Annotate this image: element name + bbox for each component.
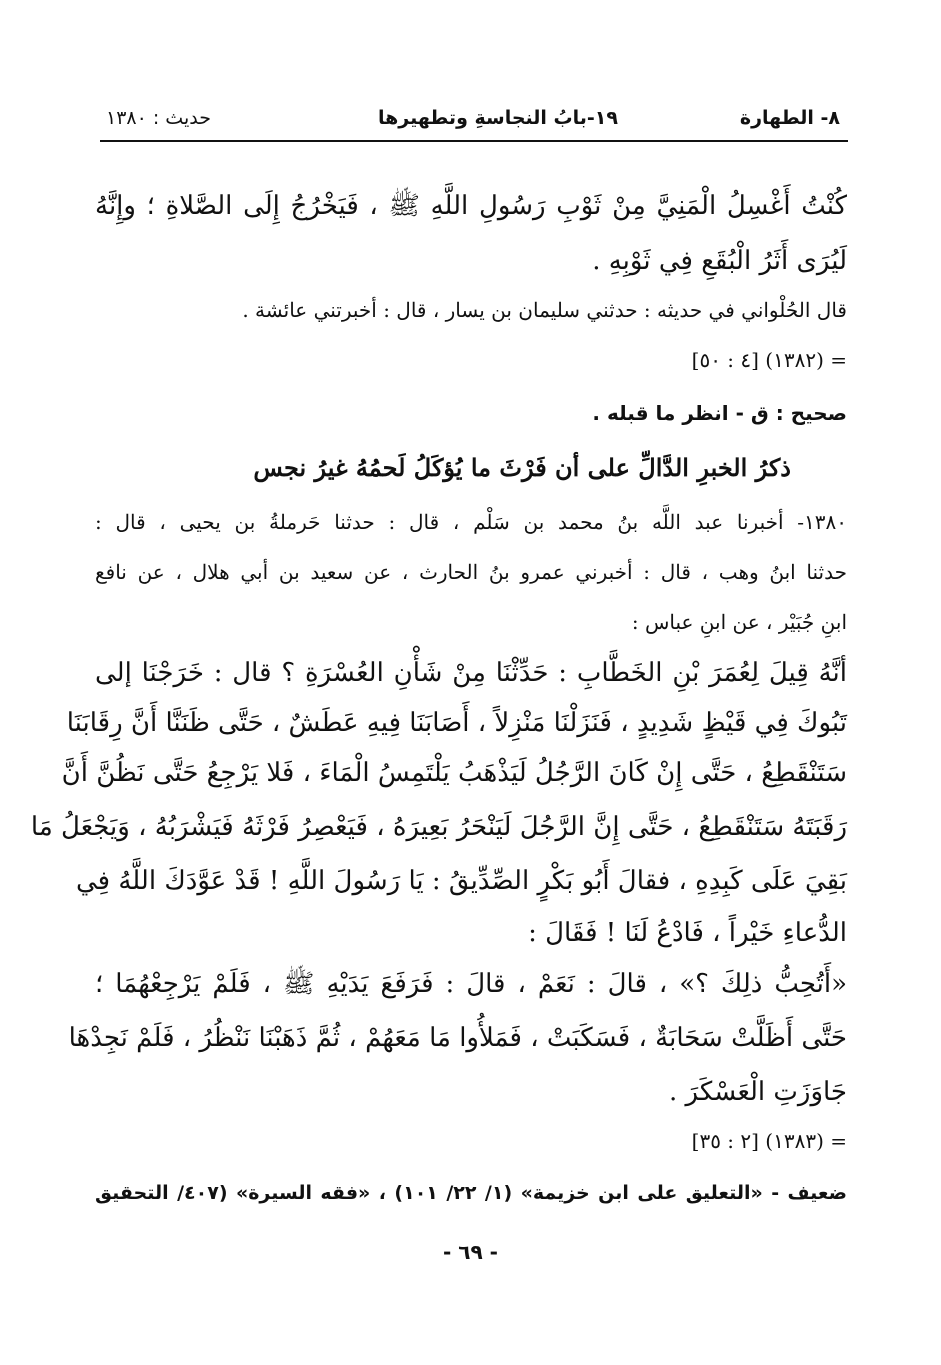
cross-reference: = (١٣٨٣) [٢ : ٣٥] <box>691 1129 847 1153</box>
hadith-text-line: جَاوَزَتِ الْعَسْكَرَ . <box>669 1077 847 1107</box>
isnad-line: حدثنا ابنُ وهب ، قال : أخبرني عمرو بنُ الحارث ، عن سعيد بن أبي هلال ، عن نافع <box>95 560 847 584</box>
hadith-text-line: «أَتُحِبُّ ذلِكَ ؟» ، قالَ : نَعَمْ ، قالَ : فَرَفَعَ يَدَيْهِ ﷺ ، فَلَمْ يَرْجِعْهُمَا ؛ <box>95 969 847 999</box>
grading-line: ضعيف - «التعليق على ابن خزيمة» (١/ ٢٢/ ١٠١) ، «فقه السيرة» (٤٠٧/ التحقيق <box>95 1182 847 1204</box>
hadith-text-line: تَبُوكَ فِي قَيْظٍ شَدِيدٍ ، فَنَزَلْنَا مَنْزِلاً ، أَصَابَنَا فِيهِ عَطَشٌ ، حَتَّى ظَنَنَّا أَنَّ رِقَابَنَا <box>66 708 847 738</box>
chapter-title: ٨- الطهارة <box>739 107 840 129</box>
hadith-reference: حديث : ١٣٨٠ <box>106 107 211 129</box>
hadith-text-line: الدُّعاءِ خَيْراً ، فَادْعُ لَنَا ! فَقَالَ : <box>528 918 847 948</box>
text-line: لَيُرَى أَثَرُ الْبُقَعِ فِي ثَوْبِهِ . <box>592 246 847 276</box>
cross-reference: = (١٣٨٢) [٤ : ٥٠] <box>691 348 847 372</box>
isnad-line: ابنِ جُبَيْر ، عن ابنِ عباس : <box>631 610 847 634</box>
hadith-text-line: بَقِيَ عَلَى كَبِدِهِ ، فقالَ أَبُو بَكْرٍ الصِّدِّيقُ : يَا رَسُولَ اللَّهِ ! قَدْ عَوَّدَكَ اللَّهُ فِي <box>76 866 847 896</box>
isnad-line: ١٣٨٠- أخبرنا عبد اللَّه بنُ محمد بن سَلْم ، قال : حدثنا حَرملةُ بن يحيى ، قال : <box>95 510 847 534</box>
text-line: كُنْتُ أَغْسِلُ الْمَنِيَّ مِنْ ثَوْبِ رَسُولِ اللَّهِ ﷺ ، فَيَخْرُجُ إِلَى الصَّلاةِ ؛ وإِنَّهُ <box>95 191 847 221</box>
section-title: ١٩-بابُ النجاسةِ وتطهيرها <box>378 107 618 129</box>
running-header <box>100 103 848 137</box>
hadith-text-line: أنَّهُ قِيلَ لِعُمَرَ بْنِ الخَطَّابِ : حَدِّثْنَا مِنْ شَأْنِ العُسْرَةِ ؟ قال : خَرَجْنَا إلى <box>95 658 847 688</box>
hadith-text-line: رَقَبَتَهُ سَتَنْقَطِعُ ، حَتَّى إِنَّ الرَّجُلَ لَيَنْحَرُ بَعِيرَهُ ، فَيَعْصِرُ فَرْثَهُ فَيَشْرَبُهُ ، وَيَجْعَلُ مَا <box>30 812 847 842</box>
page-number: - ٦٩ - <box>443 1240 498 1264</box>
text-line: قال الحُلْواني في حديثه : حدثني سليمان بن يسار ، قال : أخبرتني عائشة . <box>242 298 847 322</box>
hadith-text-line: سَتَنْقَطِعُ ، حَتَّى إِنْ كَانَ الرَّجُلُ لَيَذْهَبُ يَلْتَمِسُ الْمَاءَ ، فَلا يَرْجِعُ حَتَّى نَظُنَّ أَنَّ <box>61 758 847 788</box>
hadith-text-line: حَتَّى أَظَلَّتْ سَحَابَةٌ ، فَسَكَبَتْ ، فَمَلأُوا مَا مَعَهُمْ ، ثُمَّ ذَهَبْنَا نَنْظُرُ ، فَلَمْ نَجِدْهَا <box>68 1023 847 1053</box>
header-divider <box>100 140 848 142</box>
grading-line: صحيح : ق - انظر ما قبله . <box>592 401 847 425</box>
chapter-heading: ذكرُ الخبرِ الدَّالِّ على أن فَرْثَ ما يُؤكَلُ لَحمُهُ غيرُ نجس <box>253 453 791 482</box>
